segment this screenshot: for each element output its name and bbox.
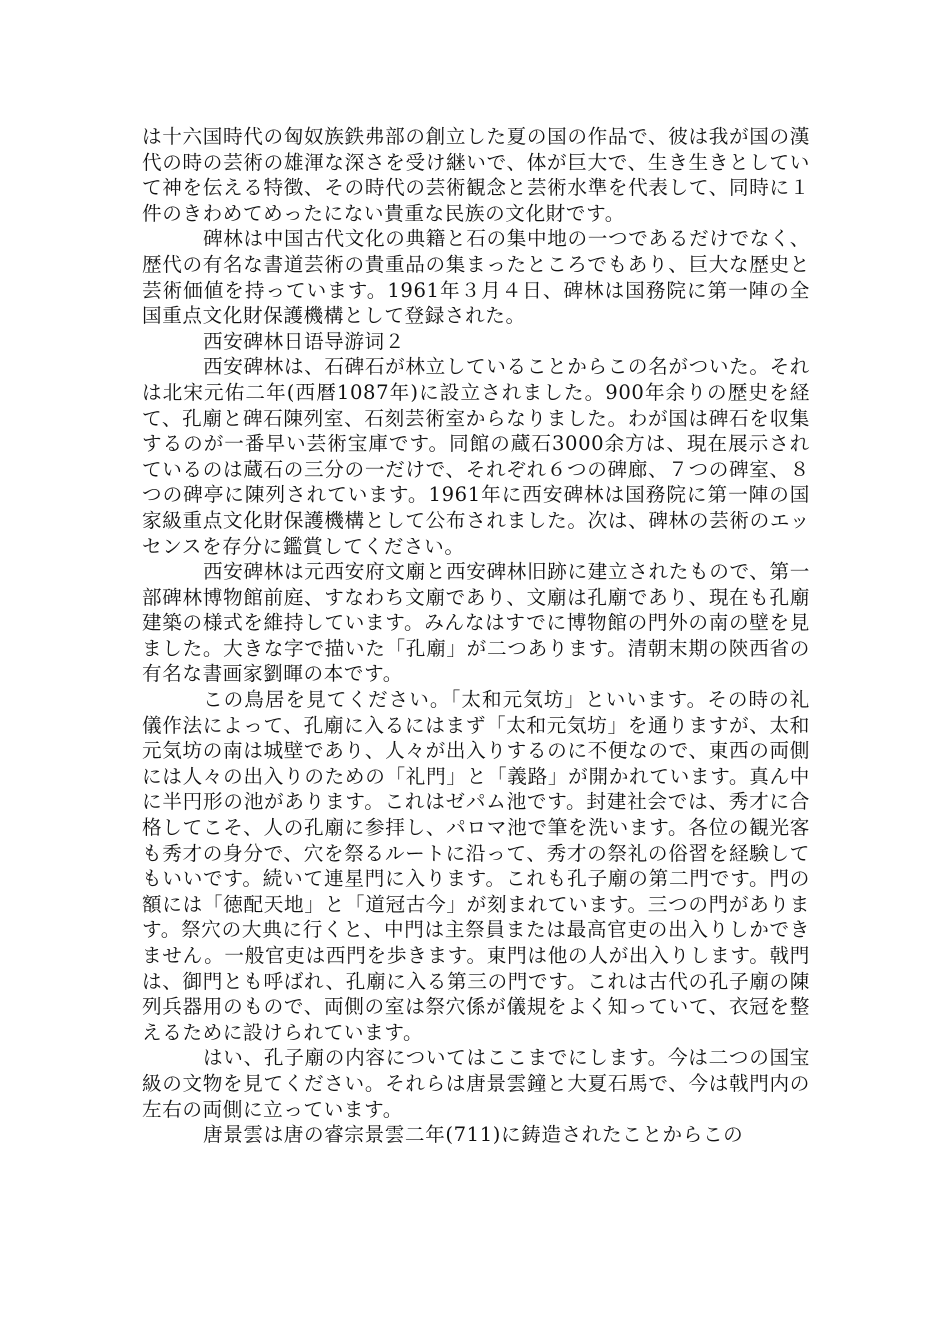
paragraph-beilin-history: 西安碑林は、石碑石が林立していることからこの名がついた。それは北宋元佑二年(西暦1087年)に設立されました。900年余りの歴史を経て、孔廟と碑石陳列室、石刻芸術室からなりました。わが国は碑石を収集するのが一番早い芸術宝庫です。同館の蔵石3000余方は、現在展示されているのは蔵石の三分の一だけで、それぞれ６つの碑廊、７つの碑室、８つの碑亭に陳列されています。1961年に西安碑林は国務院に第一陣の国家級重点文化財保護機構として公布されました。次は、碑林の芸術のエッセンスを存分に鑑賞してください。 (142, 355, 810, 558)
paragraph-continued: は十六国時代の匈奴族鉄弗部の創立した夏の国の作品で、彼は我が国の漢代の時の芸術の雄渾な深さを受け継いで、体が巨大で、生き生きとしていて神を伝える特徴、その時代の芸術観念と芸術水準を代表して、同時に１件のきわめてめったにない貴重な民族の文化財です。 (142, 125, 810, 225)
document-page (142, 124, 810, 1148)
paragraph-beilin-overview: 碑林は中国古代文化の典籍と石の集中地の一つであるだけでなく、歴代の有名な書道芸術の貴重品の集まったところでもあり、巨大な歴史と芸術価値を持っています。1961年３月４日、碑林は国務院に第一陣の全国重点文化財保護機構として登録された。 (142, 227, 810, 328)
paragraph-national-treasures: はい、孔子廟の内容についてはここまでにします。今は二つの国宝級の文物を見てください。それらは唐景雲鐘と大夏石馬で、今は戟門内の左右の両側に立っています。 (142, 1046, 810, 1121)
paragraph-torii-gate: この鳥居を見てください。「太和元気坊」といいます。その時の礼儀作法によって、孔廟に入るにはまず「太和元気坊」を通りますが、太和元気坊の南は城壁であり、人々が出入りするのに不便なので、東西の両側には人々の出入りのための「礼門」と「義路」が開かれています。真ん中に半円形の池があります。これはゼパム池です。封建社会では、秀才に合格してこそ、人の孔廟に参拝し、パロマ池で筆を洗います。各位の観光客も秀才の身分で、穴を祭るルートに沿って、秀才の祭礼の俗習を経験してもいいです。続いて連星門に入ります。これも孔子廟の第二門です。門の額には「徳配天地」と「道冠古今」が刻まれています。三つの門があります。祭穴の大典に行くと、中門は主祭員または最高官吏の出入りしかできません。一般官吏は西門を歩きます。東門は他の人が出入りします。戟門は、御門とも呼ばれ、孔廟に入る第三の門です。これは古代の孔子廟の陳列兵器用のもので、両側の室は祭穴係が儀規をよく知っていて、衣冠を整えるために設けられています。 (142, 688, 810, 1044)
paragraph-jingyun-bell: 唐景雲は唐の睿宗景雲二年(711)に鋳造されたことからこの (203, 1123, 744, 1147)
paragraph-confucian-temple: 西安碑林は元西安府文廟と西安碑林旧跡に建立されたもので、第一部碑林博物館前庭、すなわち文廟であり、文廟は孔廟であり、現在も孔廟建築の様式を維持しています。みんなはすでに博物館の門外の南の壁を見ました。大きな字で描いた「孔廟」が二つあります。清朝末期の陝西省の有名な書画家劉暉の本です。 (142, 560, 810, 686)
section-title: 西安碑林日语导游词２ (203, 329, 405, 353)
